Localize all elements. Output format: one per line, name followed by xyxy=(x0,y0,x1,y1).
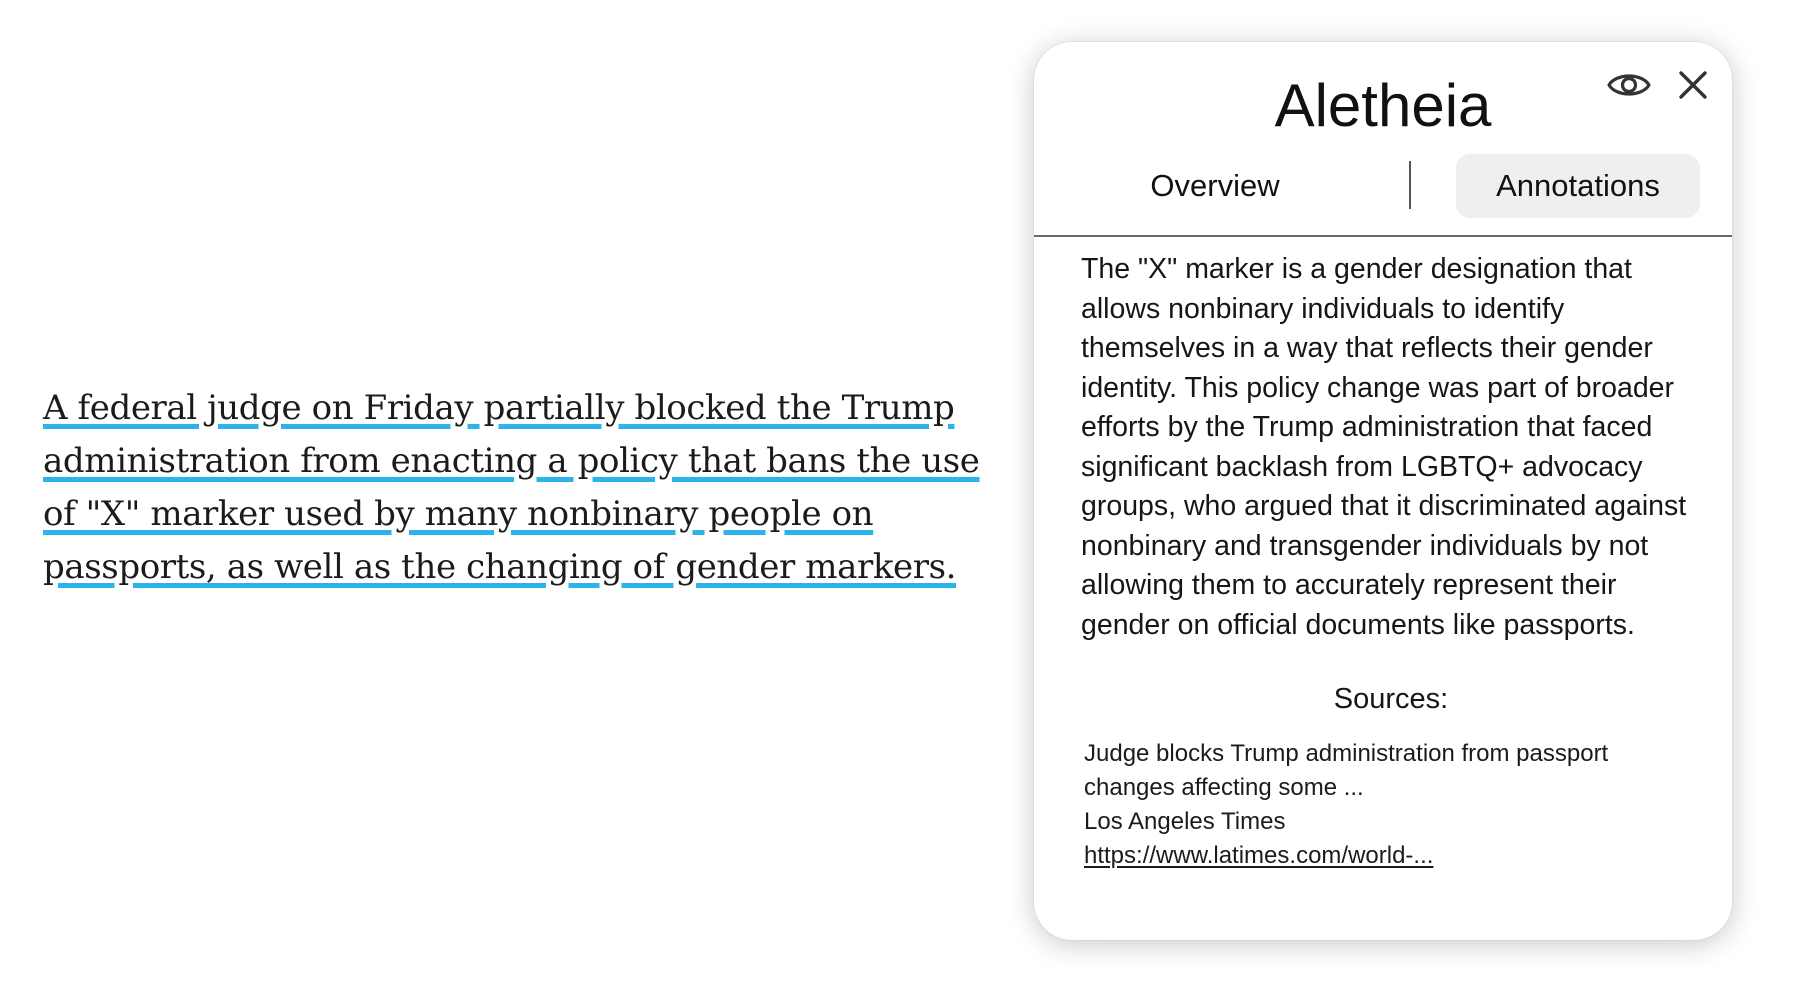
tab-overview[interactable]: Overview xyxy=(1150,168,1280,203)
header-divider xyxy=(1034,235,1732,237)
eye-icon[interactable] xyxy=(1604,64,1654,106)
panel-tabs xyxy=(1070,154,1698,218)
source-publisher: Los Angeles Times xyxy=(1084,808,1286,835)
annotation-text: The "X" marker is a gender designation that allows nonbinary individuals to identify themselves in a way that reflects their gender identity. This policy change was part of broader efforts by the Trump administration that faced significant backlash from LGBTQ+ advocacy groups, who argued that it discriminated against nonbinary and transgender individuals by not allowing them to accurately represent their gender on official documents like passports. xyxy=(1081,253,1687,641)
annotation-content[interactable] xyxy=(1081,250,1701,940)
close-icon-graphic xyxy=(1678,70,1708,100)
panel-title: Aletheia xyxy=(1274,72,1492,139)
sources-heading: Sources: xyxy=(1333,683,1449,715)
eye-icon-graphic xyxy=(1606,69,1652,101)
source-item xyxy=(1084,737,1701,873)
tab-annotations[interactable]: Annotations xyxy=(1456,154,1700,218)
annotation-panel xyxy=(1034,42,1732,940)
source-title: Judge blocks Trump administration from passport changes affecting some ... xyxy=(1084,740,1609,801)
tab-divider xyxy=(1409,161,1411,209)
highlighted-claim[interactable]: A federal judge on Friday partially blocked the Trump administration from enacting a policy that bans the use of "X" marker used by many nonbinary people on passports, as well as the changing of gender markers. xyxy=(43,388,980,587)
source-link[interactable]: https://www.latimes.com/world-... xyxy=(1084,842,1434,869)
close-icon[interactable] xyxy=(1670,62,1716,108)
article-paragraph xyxy=(43,382,1003,594)
